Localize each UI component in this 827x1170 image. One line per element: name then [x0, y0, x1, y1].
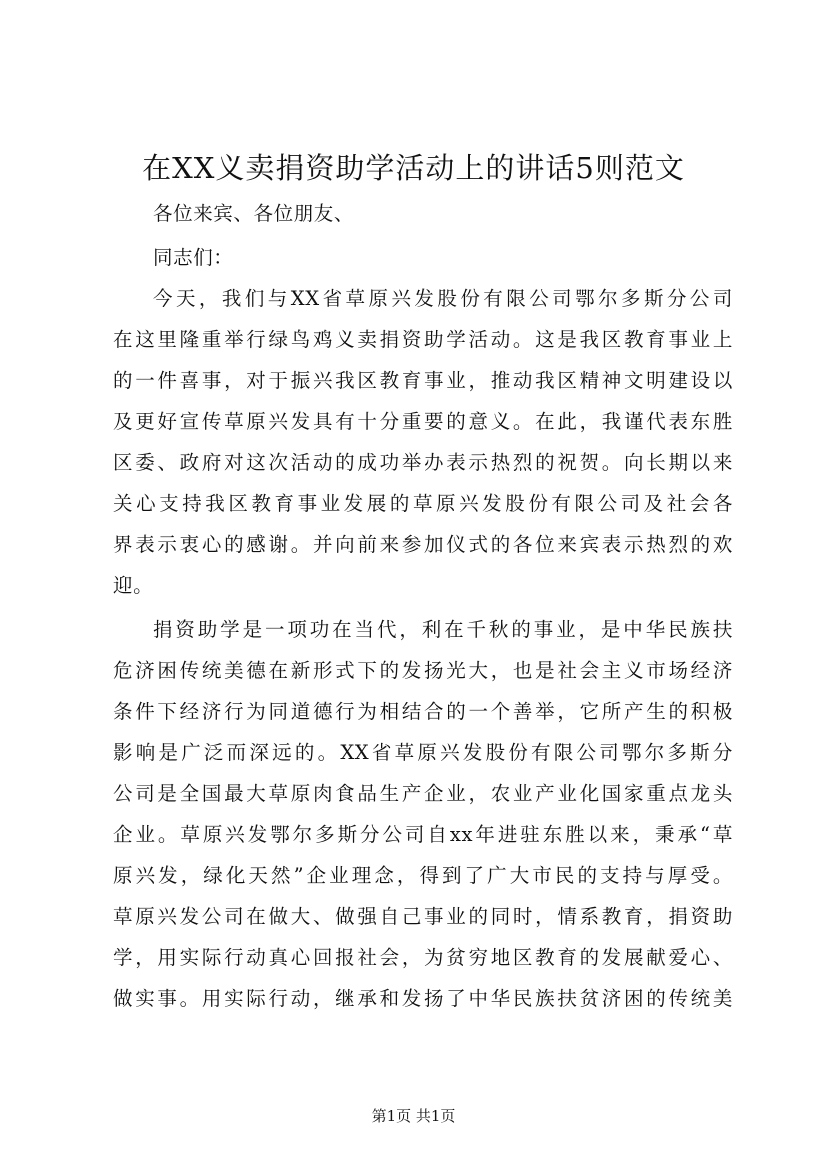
paragraph-line: 捐资助学是一项功在当代，利在千秋的事业，是中华民族扶 — [153, 618, 733, 641]
salutation-line: 各位来宾、各位朋友、 — [153, 202, 355, 225]
paragraph-line: 草原兴发公司在做大、做强自己事业的同时，情系教育，捐资助 — [113, 905, 733, 928]
paragraph-line: 影响是广泛而深远的。XX省草原兴发股份有限公司鄂尔多斯分 — [113, 741, 733, 764]
paragraph-line: 区委、政府对这次活动的成功举办表示热烈的祝贺。向长期以来 — [113, 451, 733, 474]
paragraph-line: 关心支持我区教育事业发展的草原兴发股份有限公司及社会各 — [113, 492, 733, 515]
paragraph-line: 学，用实际行动真心回报社会，为贫穷地区教育的发展献爱心、 — [113, 946, 733, 969]
paragraph-line: 迎。 — [113, 574, 154, 597]
paragraph-line: 界表示衷心的感谢。并向前来参加仪式的各位来宾表示热烈的欢 — [113, 533, 733, 556]
paragraph-line: 公司是全国最大草原肉食品生产企业，农业产业化国家重点龙头 — [113, 782, 733, 805]
paragraph-line: 在这里隆重举行绿鸟鸡义卖捐资助学活动。这是我区教育事业上 — [113, 328, 733, 351]
paragraph-line: 做实事。用实际行动，继承和发扬了中华民族扶贫济困的传统美 — [113, 987, 733, 1010]
salutation-line: 同志们： — [153, 246, 234, 269]
paragraph-line: 今天，我们与XX省草原兴发股份有限公司鄂尔多斯分公司 — [153, 287, 733, 310]
paragraph-line: 的一件喜事，对于振兴我区教育事业，推动我区精神文明建设以 — [113, 369, 733, 392]
paragraph-line: 企业。草原兴发鄂尔多斯分公司自xx年进驻东胜以来，秉承“草 — [113, 823, 733, 846]
document-title: 在XX义卖捐资助学活动上的讲话5则范文 — [142, 151, 685, 185]
paragraph-line: 危济困传统美德在新形式下的发扬光大，也是社会主义市场经济 — [113, 659, 733, 682]
paragraph-line: 原兴发，绿化天然”企业理念，得到了广大市民的支持与厚受。 — [113, 864, 733, 887]
page-footer: 第1页 共1页 — [371, 1107, 456, 1125]
paragraph-line: 条件下经济行为同道德行为相结合的一个善举，它所产生的积极 — [113, 700, 733, 723]
paragraph-line: 及更好宣传草原兴发具有十分重要的意义。在此，我谨代表东胜 — [113, 410, 733, 433]
